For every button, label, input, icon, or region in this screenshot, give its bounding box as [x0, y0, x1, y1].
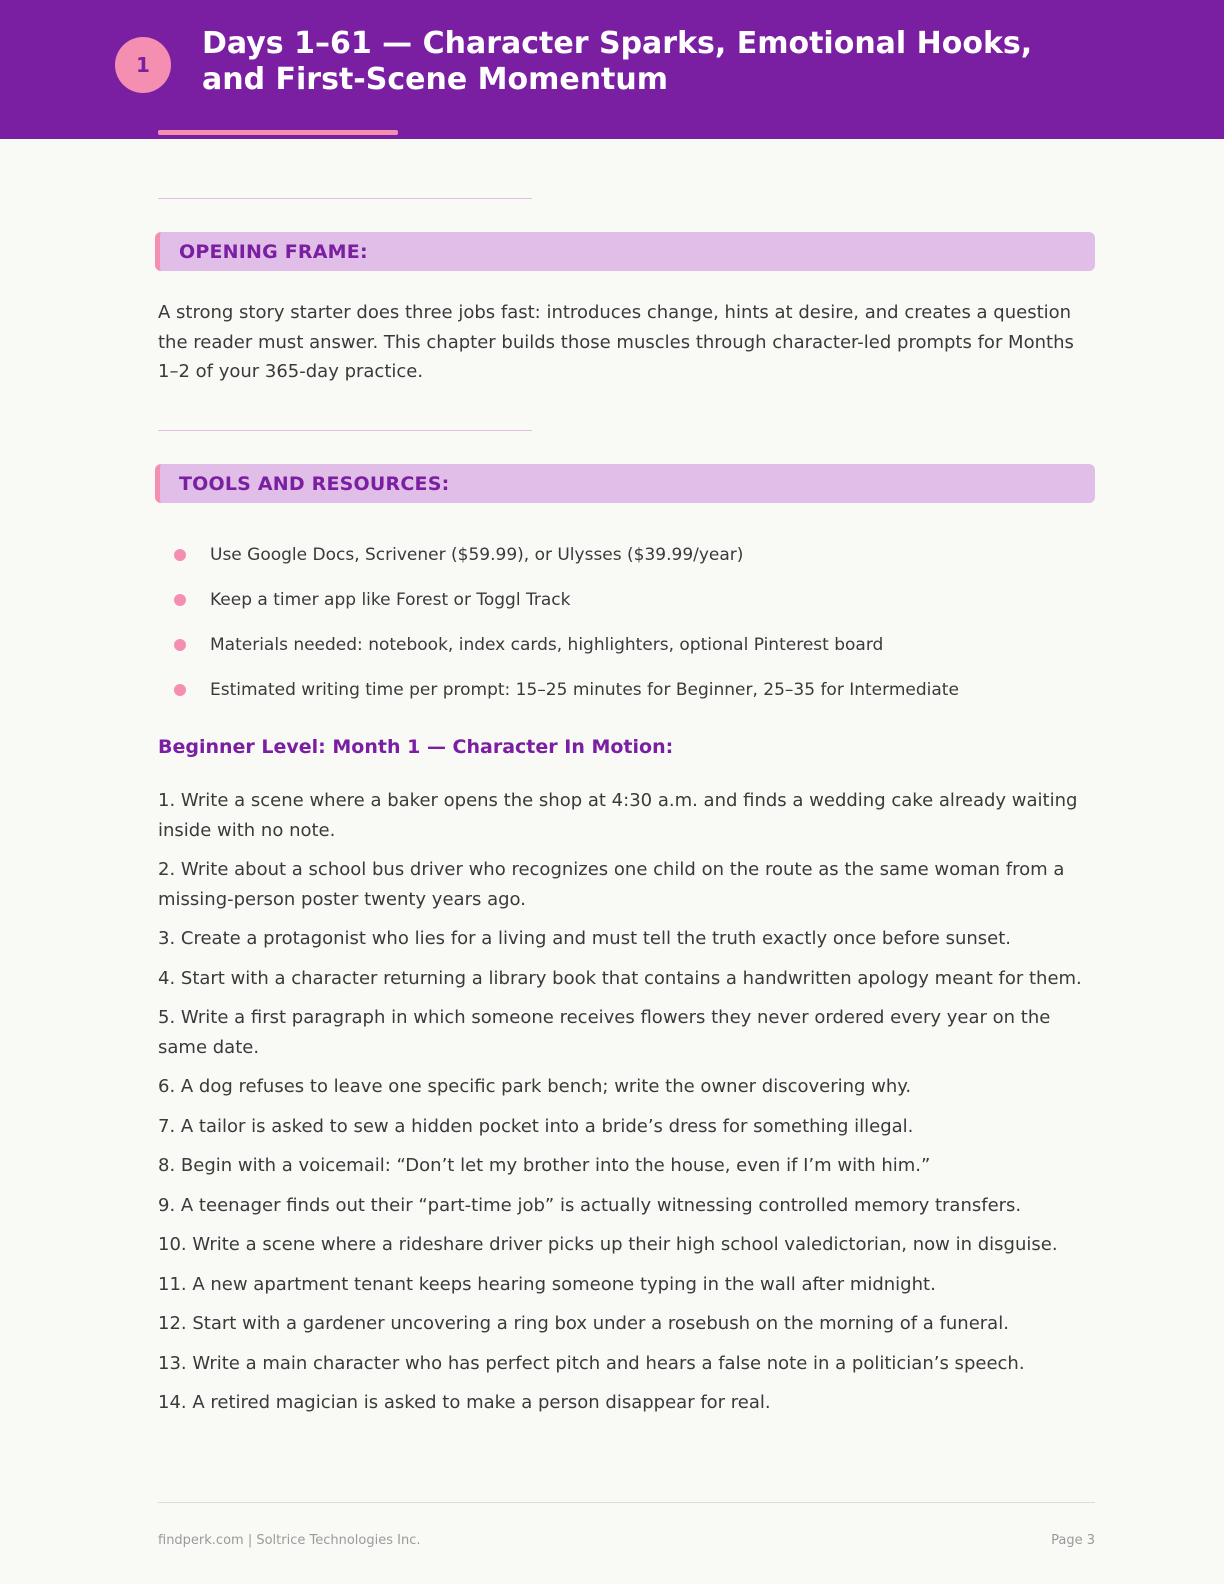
- prompt-item: 1. Write a scene where a baker opens the shop at 4:30 a.m. and finds a wedding cake already waiting inside with no note.: [158, 790, 1078, 841]
- prompt-item: 3. Create a protagonist who lies for a living and must tell the truth exactly once before sunset.: [158, 928, 1012, 949]
- bullet-icon: [174, 684, 186, 696]
- section-divider: [158, 198, 532, 199]
- prompt-list: [158, 786, 1098, 1428]
- prompt-item: 2. Write about a school bus driver who recognizes one child on the route as the same woman from a missing-person poster twenty years ago.: [158, 859, 1065, 910]
- opening-frame-heading: OPENING FRAME:: [155, 232, 1095, 271]
- list-item-text: Estimated writing time per prompt: 15–25 minutes for Beginner, 25–35 for Intermediate: [210, 679, 959, 700]
- prompt-item: 7. A tailor is asked to sew a hidden pocket into a bride’s dress for something illegal.: [158, 1115, 914, 1137]
- prompt-item: 10. Write a scene where a rideshare driver picks up their high school valedictorian, now in disguise.: [158, 1234, 1058, 1255]
- prompt-item: 11. A new apartment tenant keeps hearing someone typing in the wall after midnight.: [158, 1273, 936, 1295]
- tools-heading: TOOLS AND RESOURCES:: [155, 464, 1095, 503]
- page-number: Page 3: [1051, 1533, 1095, 1548]
- list-item: [174, 667, 1094, 712]
- prompt-item: 8. Begin with a voicemail: “Don’t let my brother into the house, even if I’m with him.”: [158, 1155, 931, 1176]
- prompt-item: 14. A retired magician is asked to make a person disappear for real.: [158, 1392, 771, 1413]
- list-item-text: Materials needed: notebook, index cards, highlighters, optional Pinterest board: [210, 634, 884, 655]
- opening-frame-text: A strong story starter does three jobs fast: introduces change, hints at desire, and creates a question the reader must answer. This chapter builds those muscles through character-led prompts for Months 1–2 of your 365-day practice.: [158, 302, 1074, 382]
- list-item: [174, 622, 1094, 667]
- prompt-item: 9. A teenager finds out their “part-time job” is actually witnessing controlled memory transfers.: [158, 1194, 1022, 1216]
- header-accent-bar: [158, 130, 398, 135]
- list-item: [174, 577, 1094, 622]
- list-item: [174, 532, 1094, 577]
- section-divider: [158, 430, 532, 431]
- prompt-item: 12. Start with a gardener uncovering a ring box under a rosebush on the morning of a funeral.: [158, 1313, 1009, 1334]
- list-item-text: Use Google Docs, Scrivener ($59.99), or Ulysses ($39.99/year): [210, 544, 744, 565]
- chapter-header: [0, 0, 1224, 139]
- prompt-item: 5. Write a first paragraph in which someone receives flowers they never ordered every year on the same date.: [158, 1007, 1051, 1058]
- footer-divider: [158, 1502, 1095, 1503]
- chapter-number-badge: 1: [115, 37, 171, 93]
- prompt-item: 13. Write a main character who has perfect pitch and hears a false note in a politician’s speech.: [158, 1352, 1025, 1374]
- bullet-icon: [174, 639, 186, 651]
- chapter-title: Days 1–61 — Character Sparks, Emotional Hooks, and First-Scene Momentum: [202, 26, 1033, 97]
- list-item-text: Keep a timer app like Forest or Toggl Track: [210, 589, 571, 610]
- footer-company: findperk.com | Soltrice Technologies Inc.: [158, 1533, 421, 1548]
- beginner-level-heading: Beginner Level: Month 1 — Character In Motion:: [158, 736, 674, 758]
- bullet-icon: [174, 549, 186, 561]
- tools-list: [174, 532, 1094, 712]
- bullet-icon: [174, 594, 186, 606]
- prompt-item: 4. Start with a character returning a library book that contains a handwritten apology meant for them.: [158, 967, 1082, 989]
- prompt-item: 6. A dog refuses to leave one specific park bench; write the owner discovering why.: [158, 1076, 912, 1097]
